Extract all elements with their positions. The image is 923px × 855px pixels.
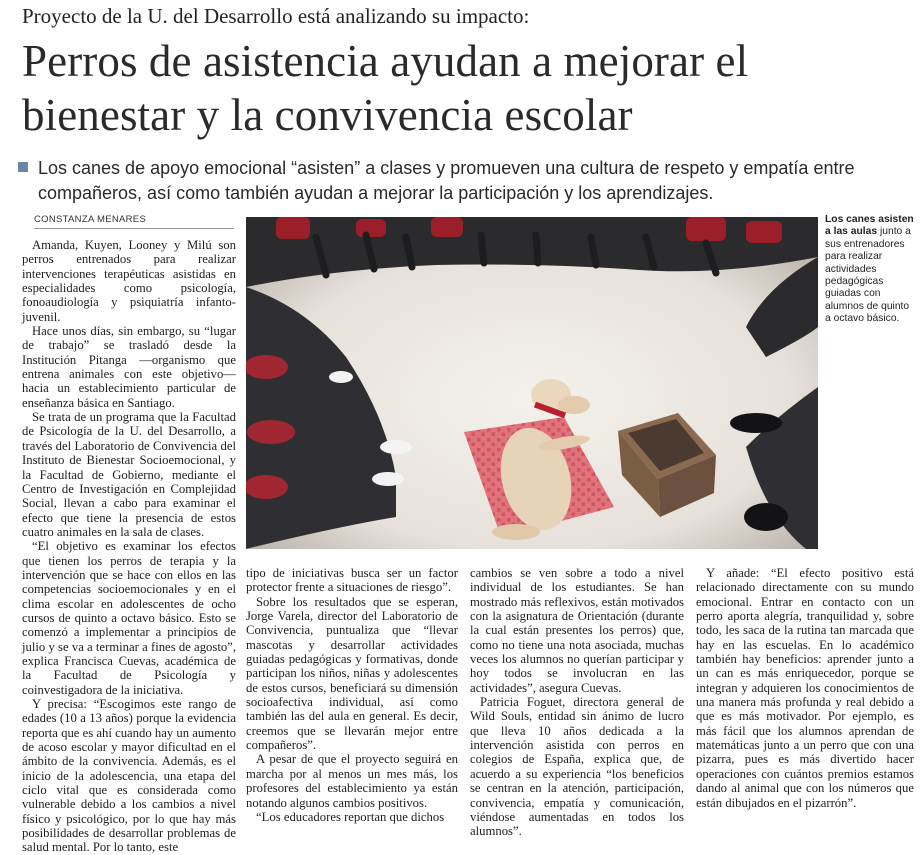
paragraph: Se trata de un programa que la Facultad de Psicología de la U. del Desarrollo, a través del Laboratorio de Convivencia del Instituto de Bienestar Socioemocional, y la Facultad de Gobierno, mediante el Centro de Investigación en Complejidad Social, llevan a cabo para examinar el efecto que tiene la presencia de estos cuatro animales en la sala de clases. (22, 410, 236, 539)
article-headline: Perros de asistencia ayudan a mejorar el bienestar y la convivencia escolar (22, 36, 749, 140)
text-column-3 (470, 566, 684, 839)
paragraph: Amanda, Kuyen, Looney y Milú son perros entrenados para realizar intervenciones terapéuticas asistidas en especialidades como psicología, fonoaudiología y psiquiatría infanto-juvenil. (22, 238, 236, 324)
photo-caption (825, 214, 917, 326)
paragraph: cambios se ven sobre a todo a nivel individual de los estudiantes. Se han mostrado más reflexivos, están motivados con la asignatura de Orientación (durante la cual están presentes los perros) que, como no tiene una nota asociada, muchas veces los alumnos no querían participar y hoy todos se involucran en las actividades”, asegura Cuevas. (470, 566, 684, 695)
paragraph: Y añade: “El efecto positivo está relacionado directamente con su mundo emocional. Entrar en contacto con un perro aporta alegría, tranquilidad y, sobre todo, les saca de la rutina tan marcada que hay en las escuelas. En lo académico también hay beneficios: aprender junto a un can es más enriquecedor, porque se integran y adquieren los conocimientos de una manera más profunda y real debido a que es más motivador. Por ejemplo, es más fácil que los alumnos aprendan de matemáticas junto a un perro que con una pizarra, pues es más divertido hacer operaciones con cuántos premios estamos dando al animal que con los números que están dibujados en el pizarrón”. (696, 566, 914, 810)
paragraph: tipo de iniciativas busca ser un factor protector frente a situaciones de riesgo”. (246, 566, 458, 595)
article-lead: Los canes de apoyo emocional “asisten” a clases y promueven una cultura de respeto y empatía entre compañeros, así como también ayudan a mejorar la participación y los aprendizajes. (38, 158, 855, 203)
classroom-dog-photo (246, 217, 818, 549)
byline-divider (34, 228, 234, 229)
article-kicker: Proyecto de la U. del Desarrollo está analizando su impacto: (22, 4, 530, 28)
lead-bullet-square (18, 162, 28, 172)
paragraph: A pesar de que el proyecto seguirá en marcha por al menos un mes más, los profesores del establecimiento ya están notando algunos cambios positivos. (246, 752, 458, 810)
byline: CONSTANZA MENARES (34, 214, 147, 225)
paragraph: “El objetivo es examinar los efectos que tienen los perros de terapia y la intervención que se hace con ellos en las competencias socioemocionales y en el clima escolar en adolescentes de ocho cursos de quinto a octavo básico. Esto se comenzó a implementar a principios de julio y se va a terminar a fines de agosto”, explica Francisca Cuevas, académica de la Facultad de Psicología y coinvestigadora de la iniciativa. (22, 539, 236, 697)
paragraph: “Los educadores reportan que dichos (256, 809, 445, 824)
text-column-4 (696, 566, 914, 810)
photo-caption-text: junto a sus entrenadores para realizar actividades pedagógicas guiadas con alumnos de quinto a octavo básico. (825, 226, 911, 325)
paragraph: Patricia Foguet, directora general de Wild Souls, entidad sin ánimo de lucro que lleva 10 años dedicada a la intervención asistida con perros en colegios de España, explica que, de acuerdo a su experiencia “los beneficios se centran en la atención, participación, convivencia, empatía y comunicación, viéndose aumentadas en todos los alumnos”. (470, 695, 684, 839)
text-column-2 (246, 566, 458, 824)
paragraph: Y precisa: “Escogimos este rango de edades (10 a 13 años) porque la evidencia reporta que es ahí cuando hay un aumento de acoso escolar y mayor dificultad en el ámbito de la convivencia. Además, es el inicio de la adolescencia, una etapa del ciclo vital que es considerada como vulnerable debido a los cambios a nivel físico y psicológico, por lo que hay más posibilidades de desarrollar problemas de salud mental. Por lo tanto, este (22, 697, 236, 855)
paragraph: Hace unos días, sin embargo, su “lugar de trabajo” se trasladó desde la Institución Pitanga —organismo que entrena animales con este objetivo— hacia un establecimiento particular de enseñanza básica en Santiago. (22, 324, 236, 410)
paragraph: Sobre los resultados que se esperan, Jorge Varela, director del Laboratorio de Convivencia, puntualiza que “llevar mascotas y desarrollar actividades guiadas pedagógicas y formativas, donde participan los niños, niñas y adolescentes de estos cursos, beneficiará su dimensión socioafectiva individual, así como también las del aula en general. Es decir, creemos que se llevarán mejor entre compañeros”. (246, 594, 458, 753)
photo-caption-lead: Los canes asisten a las aulas (825, 214, 914, 238)
text-column-1 (22, 238, 236, 855)
